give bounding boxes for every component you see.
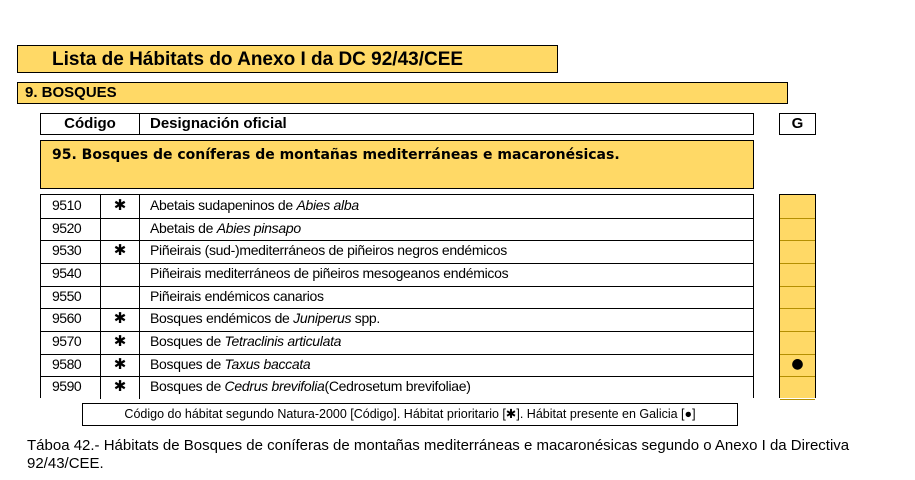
galicia-presence-icon: ● <box>780 354 815 378</box>
galicia-presence-icon <box>780 218 815 242</box>
habitat-designation <box>150 240 507 261</box>
habitat-code: 9570 <box>41 331 101 354</box>
habitat-designation <box>150 218 301 239</box>
designation-segment: (Cedrosetum brevifoliae) <box>324 378 471 395</box>
priority-star-icon: ✱ <box>101 195 140 218</box>
legend: Código do hábitat segundo Natura-2000 [Código]. Hábitat prioritario [✱]. Hábitat presente en Galicia [●] <box>82 403 738 426</box>
section-heading: 9. BOSQUES <box>17 82 788 104</box>
table-row <box>41 218 753 242</box>
designation-segment: Juniperus <box>293 310 352 327</box>
priority-star-icon <box>101 218 140 241</box>
habitat-code: 9540 <box>41 263 101 286</box>
designation-segment: Tetraclinis articulata <box>224 333 342 350</box>
priority-star-icon: ✱ <box>101 240 140 263</box>
table-row <box>41 195 753 219</box>
priority-star-icon: ✱ <box>101 354 140 377</box>
designation-segment: Cedrus brevifolia <box>224 378 325 395</box>
habitat-designation <box>150 354 310 375</box>
designation-segment: Piñeirais endémicos canarios <box>150 287 324 304</box>
habitat-code: 9510 <box>41 195 101 218</box>
designation-segment: Piñeirais mediterráneos de piñeiros mesogeanos endémicos <box>150 265 509 281</box>
habitat-code: 9530 <box>41 240 101 263</box>
table-row <box>41 376 753 399</box>
table-row <box>41 354 753 378</box>
designation-segment: Taxus baccata <box>224 355 311 372</box>
table-row <box>41 286 753 310</box>
designation-segment: Abies pinsapo <box>216 219 301 236</box>
galicia-presence-icon <box>780 376 815 400</box>
galicia-presence-icon <box>780 286 815 310</box>
habitat-designation <box>150 331 341 352</box>
header-code: Código <box>41 114 140 134</box>
priority-star-icon <box>101 286 140 309</box>
table-row <box>41 331 753 355</box>
designation-segment: Bosques de <box>150 355 225 372</box>
galicia-presence-icon <box>780 331 815 355</box>
table-row <box>41 240 753 264</box>
designation-segment: Abies alba <box>296 197 359 213</box>
habitat-code: 9520 <box>41 218 101 241</box>
galicia-column <box>779 194 816 398</box>
galicia-presence-icon <box>780 308 815 332</box>
table-row <box>41 308 753 332</box>
table-title: Lista de Hábitats do Anexo I da DC 92/43/CEE <box>17 45 558 73</box>
priority-star-icon: ✱ <box>101 376 140 399</box>
caption: Táboa 42.- Hábitats de Bosques de coníferas de montañas mediterráneas e macaronésicas segundo o Anexo I da Directiva 92/43/CEE. <box>27 437 850 472</box>
header-designation: Designación oficial <box>150 115 287 132</box>
designation-segment: spp. <box>351 310 381 327</box>
designation-segment: Bosques de <box>150 333 225 350</box>
galicia-presence-icon <box>780 263 815 287</box>
group-heading: 95. Bosques de coníferas de montañas mediterráneas e macaronésicas. <box>40 140 754 189</box>
priority-star-icon: ✱ <box>101 308 140 331</box>
galicia-presence-icon <box>780 240 815 264</box>
designation-segment: Abetais de <box>150 219 217 236</box>
designation-segment: Bosques endémicos de <box>150 310 294 327</box>
table-header <box>40 113 754 135</box>
habitat-designation <box>150 286 324 307</box>
habitat-designation <box>150 195 359 216</box>
designation-segment: Abetais sudapeninos de <box>150 197 297 213</box>
designation-segment: Piñeirais (sud-)mediterráneos de piñeiros negros endémicos <box>150 242 507 259</box>
habitat-code: 9550 <box>41 286 101 309</box>
priority-star-icon <box>101 263 140 286</box>
designation-segment: Bosques de <box>150 378 225 395</box>
habitat-table <box>40 194 754 398</box>
priority-star-icon: ✱ <box>101 331 140 354</box>
habitat-designation <box>150 263 508 284</box>
habitat-designation <box>150 308 380 329</box>
table-row <box>41 263 753 287</box>
habitat-code: 9560 <box>41 308 101 331</box>
habitat-code: 9580 <box>41 354 101 377</box>
habitat-code: 9590 <box>41 376 101 399</box>
habitat-designation <box>150 376 471 397</box>
header-galicia: G <box>779 113 816 135</box>
galicia-presence-icon <box>780 195 815 219</box>
